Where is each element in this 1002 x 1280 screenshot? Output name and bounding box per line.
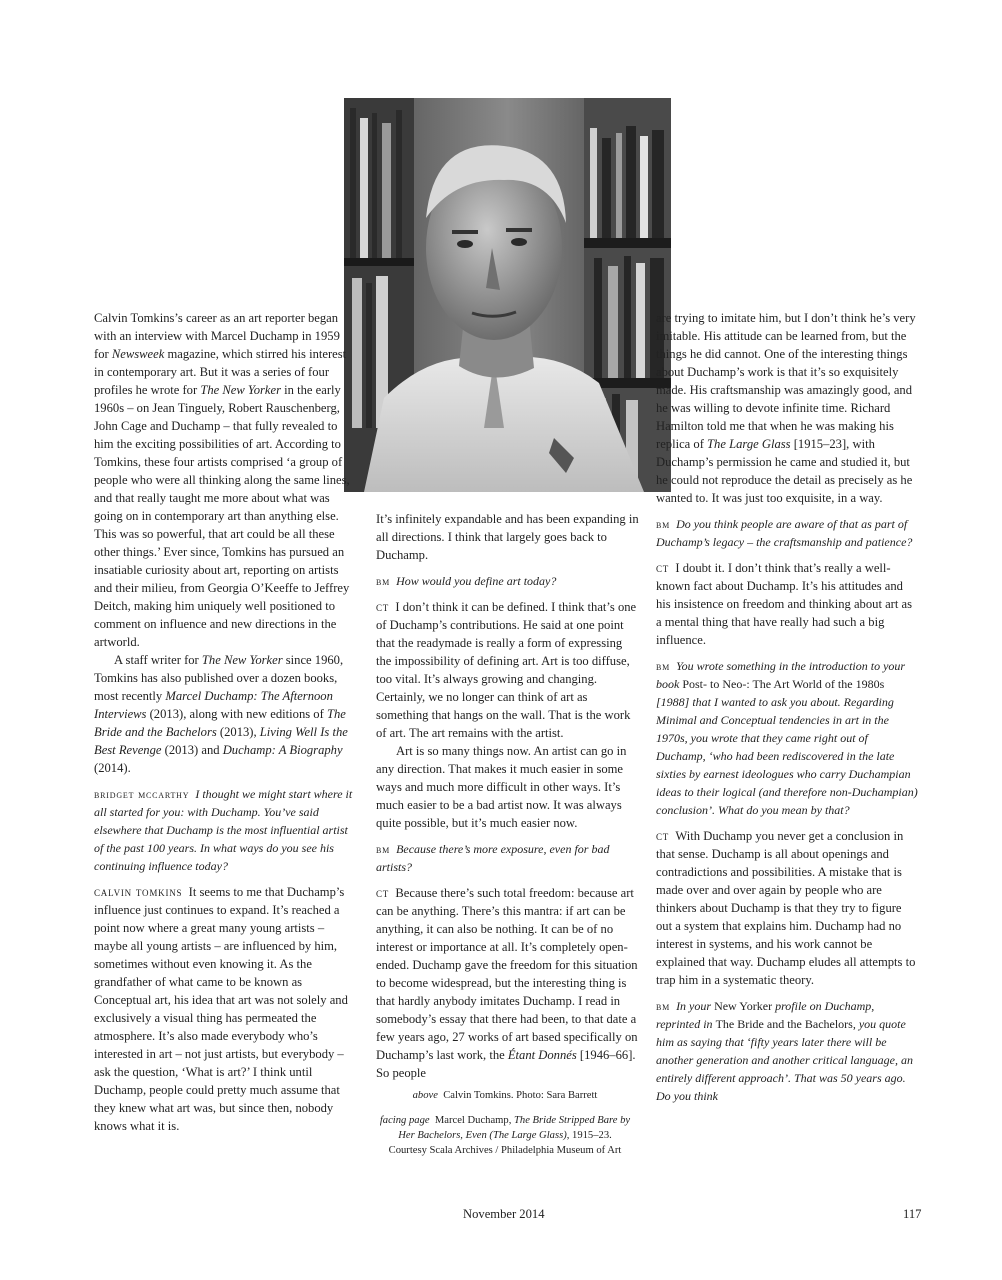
bio-paragraph: A staff writer for The New Yorker since 1960, Tomkins has also published over a dozen books, most recently Marcel Duchamp: The Afternoon Interviews (2013), along with new editions of The Bride and the Bachelors (2013), Living Well Is the Best Revenge (2013) and Duchamp: A Biography (2014). <box>94 653 348 775</box>
speaker-label: bm <box>656 659 671 673</box>
issue-date: November 2014 <box>463 1207 545 1221</box>
column-3 <box>656 309 920 1105</box>
answer-paragraph: ct I don’t think it can be defined. I think that’s one of Duchamp’s contributions. He said at one point that the readymade is really a form of expressing the impossibility of defining art. Art is too diffuse, too vital. It’s always growing and changing. Certainly, we no longer can think of art as something that hangs on the wall. That is the work of art. The art remains with the artist. <box>376 600 637 740</box>
body-paragraph: It’s infinitely expandable and has been expanding in all directions. I think that largely goes back to Duchamp. <box>376 512 639 562</box>
speaker-label: bm <box>656 517 671 531</box>
speaker-label: bm <box>376 842 391 856</box>
intro-paragraph: Calvin Tomkins’s career as an art reporter began with an interview with Marcel Duchamp in 1959 for Newsweek magazine, which stirred his interest in contemporary art. But it was a series of four profiles he wrote for The New Yorker in the early 1960s – on Jean Tinguely, Robert Rauschenberg, John Cage and Duchamp – that fully revealed to him the exciting possibilities of art. According to Tomkins, these four artists comprised ‘a group of people who were all thinking along the same lines, and that really taught me more about what was going on in contemporary art than anything else. This was so powerful, that art could be all these other things.’ Ever since, Tomkins has pursued an insatiable curiosity about art, reporting on artists and their milieu, from Georgia O’Keeffe to Jeffrey Deitch, making him uniquely well positioned to comment on influence and new directions in the artworld. <box>94 311 350 649</box>
portrait-image <box>344 98 671 492</box>
question-paragraph: bm How would you define art today? <box>376 574 557 588</box>
speaker-label: ct <box>376 600 390 614</box>
page-number: 117 <box>903 1207 922 1221</box>
speaker-label: bridget mccarthy <box>94 787 190 801</box>
answer-paragraph: ct I doubt it. I don’t think that’s really a well-known fact about Duchamp. It’s his attitudes and his insistence on freedom and thinking about art as a mental thing that have really had such a big influence. <box>656 561 913 647</box>
column-2 <box>376 510 640 1082</box>
question-paragraph: bm You wrote something in the introduction to your book Post- to Neo-: The Art World of the 1980s [1988] that I wanted to ask you about. Regarding Minimal and Conceptual tendencies in art in the 1970s, you wrote that they came right out of Duchamp, ‘who had been rediscovered in the late sixties by earnest ideologues who carry Duchampian ideas to their logical (and therefore non-Duchampian) conclusion’. What do you mean by that? <box>656 659 918 817</box>
answer-paragraph: ct Because there’s such total freedom: because art can be anything. There’s this mantra: if art can be anything, it can also be nothing. It can be of no interest or importance at all. It’s completely open-ended. Duchamp gave the freedom for this situation to become widespread, but the interesting thing is that hardly anybody imitates Duchamp. I read in somebody’s essay that there had been, to that date a few years ago, 27 works of art based specifically on Duchamp’s last work, the Étant Donnés [1946–66]. So people <box>376 886 638 1080</box>
facing-page-caption: facing page Marcel Duchamp, The Bride Stripped Bare by Her Bachelors, Even (The Large Glass), 1915–23. Courtesy Scala Archives / Philadelphia Museum of Art <box>379 1115 631 1156</box>
photo-caption: above Calvin Tomkins. Photo: Sara Barrett <box>412 1090 598 1101</box>
speaker-label: calvin tomkins <box>94 885 183 899</box>
answer-paragraph: ct With Duchamp you never get a conclusion in that sense. Duchamp is all about openings and contradictions and possibilities. A mistake that is made over and over again by people who are thinkers about Duchamp is that they try to figure out a system that explains him. Duchamp had no interest in systems, and his work cannot be explained that way. Duchamp eludes all attempts to trap him in a systematic theory. <box>656 829 916 987</box>
column-1 <box>94 309 356 1135</box>
speaker-label: ct <box>656 829 670 843</box>
portrait-photo <box>344 98 671 492</box>
body-paragraph: Art is so many things now. An artist can go in any direction. That makes it much easier in some ways and much more difficult in other ways. It’s much easier to be a bad artist now. It was always quite possible, but it’s much easier now. <box>376 744 627 830</box>
speaker-label: ct <box>376 886 390 900</box>
body-paragraph: are trying to imitate him, but I don’t think he’s very imitable. His attitude can be learned from, but the things he did cannot. One of the interesting things about Duchamp’s work is that it’s so exquisitely made. His craftsmanship was amazingly good, and he was willing to devote infinite time. Richard Hamilton told me that when he was making his replica of The Large Glass [1915–23], with Duchamp’s permission he came and studied it, but he could not reproduce the detail as precisely as he wanted to. It was just too exquisite, in a way. <box>656 311 916 505</box>
speaker-label: bm <box>656 999 671 1013</box>
speaker-label: ct <box>656 561 670 575</box>
answer-paragraph: calvin tomkins It seems to me that Duchamp’s influence just continues to expand. It’s reached a point now where a great many young artists – maybe all young artists – are influenced by him, sometimes without even knowing it. As the grandfather of what came to be known as Conceptual art, his idea that art was not solely and exclusively a visual thing has permeated the atmosphere. It’s also made everybody who’s interested in art – not just artists, but everybody – ask the question, ‘What is art?’ I think until Duchamp, people could pretty much assume that they knew what art was, but since then, nobody knows what it is. <box>94 885 348 1133</box>
question-paragraph: bm Because there’s more exposure, even for bad artists? <box>376 842 610 874</box>
question-paragraph: bm In your New Yorker profile on Duchamp, reprinted in The Bride and the Bachelors, you quote him as saying that ‘fifty years later there will be another generation and another critical language, an entirely different approach’. That was 50 years ago. Do you think <box>656 999 913 1103</box>
question-paragraph: bm Do you think people are aware of that as part of Duchamp’s legacy – the craftsmanship and patience? <box>656 517 913 549</box>
question-paragraph: bridget mccarthy I thought we might start where it all started for you: with Duchamp. You’ve said elsewhere that Duchamp is the most influential artist of the past 100 years. In what ways do you see his continuing influence today? <box>94 787 353 873</box>
speaker-label: bm <box>376 574 391 588</box>
